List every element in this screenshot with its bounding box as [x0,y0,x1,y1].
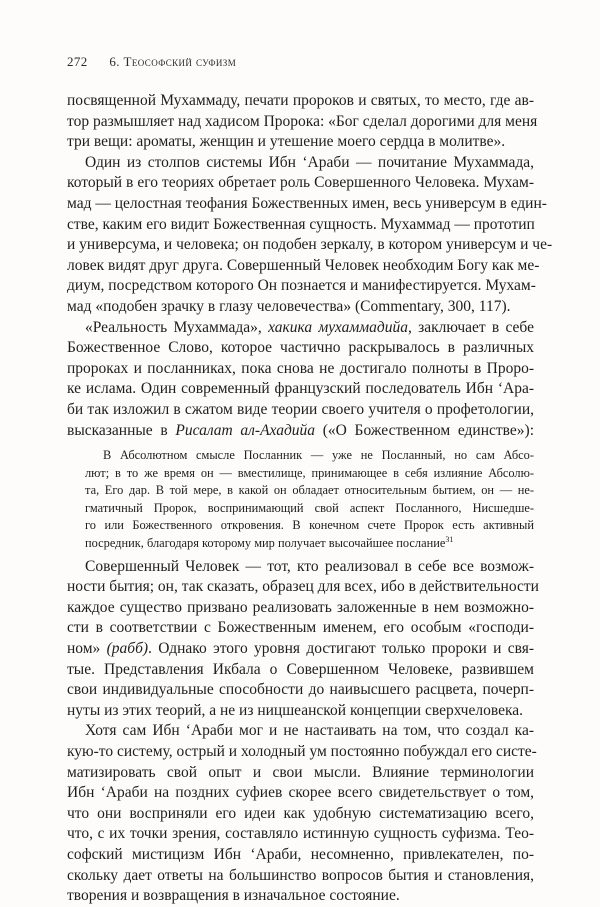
text-line: Хотя сам Ибн ʻАраби мог и не настаивать на том, что создал ка- [85,722,534,740]
text-line: ловек видят друг друга. Совершенный Человек необходим Богу как ме- [67,256,540,274]
text-line: творения и возвращения в изначальное состояние. [67,887,400,905]
text-line: Один из столпов системы Ибн ʻАраби — почитание Мухаммада, [85,153,534,171]
text-line: тор размышляет над хадисом Пророка: «Бог сделал дорогими для меня [67,112,538,130]
text-span: («О Божественном единстве»): [322,421,535,439]
block-quote [67,447,534,553]
paragraph-4 [67,557,539,722]
text-span: ном» [67,640,101,658]
text-line: три вещи: ароматы, женщин и утешение моего сердца в молитве». [67,133,506,151]
text-span: . Однако этого уровня достигают только пророки и свя- [148,640,535,658]
text-line: диум, посредством которого Он познается и манифестируется. Мухам- [67,277,536,295]
paragraph-5 [67,721,537,906]
text-line: мад «подобен зрачку в глазу человечества» (Commentary, 300, 117). [67,297,511,315]
paragraph-1 [67,91,538,153]
text-line: пророках и посланниках, пока снова не достигало полноты в Проро- [67,359,534,377]
text-line: посвященной Мухаммаду, печати пророков и святых, то место, где ав- [67,92,534,109]
term-rabb: (рабб) [106,640,149,658]
quote-line: гматичный Пророк, воспринимающий свой аспект Посланного, Нисшедше- [85,500,534,515]
running-title: 6. Теософский суфизм [109,54,237,69]
text-line: каждое существо призвано реализовать заложенные в нем возможно- [67,598,534,616]
text-span: посредник, благодаря которому мир получает высочайшее послание [85,536,446,551]
page-number: 272 [67,54,88,69]
text-line: что они восприняли его идеи как удобную систематизацию всего, [67,804,534,822]
text-line: софский мистицизм Ибн ʻАраби, несомненно, привлекателен, по- [67,845,534,863]
page-body [67,91,553,907]
text-line: ке ислама. Один современный французский последователь Ибн ʻАра- [67,380,534,398]
text-line [67,318,534,339]
text-line: кую-то систему, острый и холодный ум постоянно побуждал его систе- [67,743,537,760]
text-line: и универсума, и человека; он подобен зеркалу, в котором универсум и че- [67,236,553,254]
text-line: ности бытия; он, так сказать, образец для всех, ибо в действительности [67,578,539,596]
text-span: , заключает в себе [407,318,534,336]
term-khakika: хакика мухаммадийа [268,318,408,336]
text-line: матизировать свой опыт и свои мысли. Влияние терминологии [67,763,534,781]
text-line: Ибн ʻАраби на поздних суфиев скорее всего свидетельствует о том, [67,784,534,802]
paragraph-3 [67,318,534,442]
text-line: нуты из этих теорий, а не из ницшеанской концепции сверхчеловека. [67,701,523,719]
text-line: тые. Представления Икбала о Совершенном Человеке, развившем [67,660,534,678]
text-line: сти в соответствии с Божественным именем, его особым «господи- [67,619,534,637]
text-line: свои индивидуальные способности до наивысшего расцвета, почерп- [67,681,534,699]
quote-line: та, Его дар. В той мере, в какой он обладает относительным бытием, он — не- [85,483,534,498]
running-header [67,54,537,70]
text-line: что, с их точки зрения, составляло истинную сущность суфизма. Тео- [67,825,534,843]
text-line: Совершенный Человек — тот, кто реализовал в себе все возмож- [85,557,534,575]
quote-line [67,535,534,553]
text-line: скольку дает ответы на большинство вопросов бытия и становления, [67,866,534,884]
text-line: стве, каким его видит Божественная сущность. Мухаммад — прототип [67,215,535,233]
text-line [67,639,534,660]
quote-line: В Абсолютном смысле Посланник — уже не Посланный, но сам Абсо- [103,448,534,463]
text-span: «Реальность Мухаммада», [85,318,262,336]
text-line: мад — целостная теофания Божественных имен, весь универсум в един- [67,194,547,212]
text-line: би так изложил в сжатом виде теории своего учителя о профетологии, [67,400,534,418]
quote-line: го или Божественного откровения. В конечном счете Пророк есть активный [85,518,534,533]
footnote-marker: 31 [445,535,454,545]
text-line: который в его теориях обретает роль Совершенного Человека. Мухам- [67,174,534,192]
text-line: Божественное Слово, которое частично раскрывалось в различных [67,339,534,357]
text-line [67,421,534,442]
paragraph-2 [67,153,553,318]
quote-line: лют; в то же время он — вместилище, принимающее в себя излияние Абсолю- [85,465,534,480]
book-title: Рисалат ал-Ахадийа [175,421,316,439]
text-span: высказанные в [67,421,168,439]
